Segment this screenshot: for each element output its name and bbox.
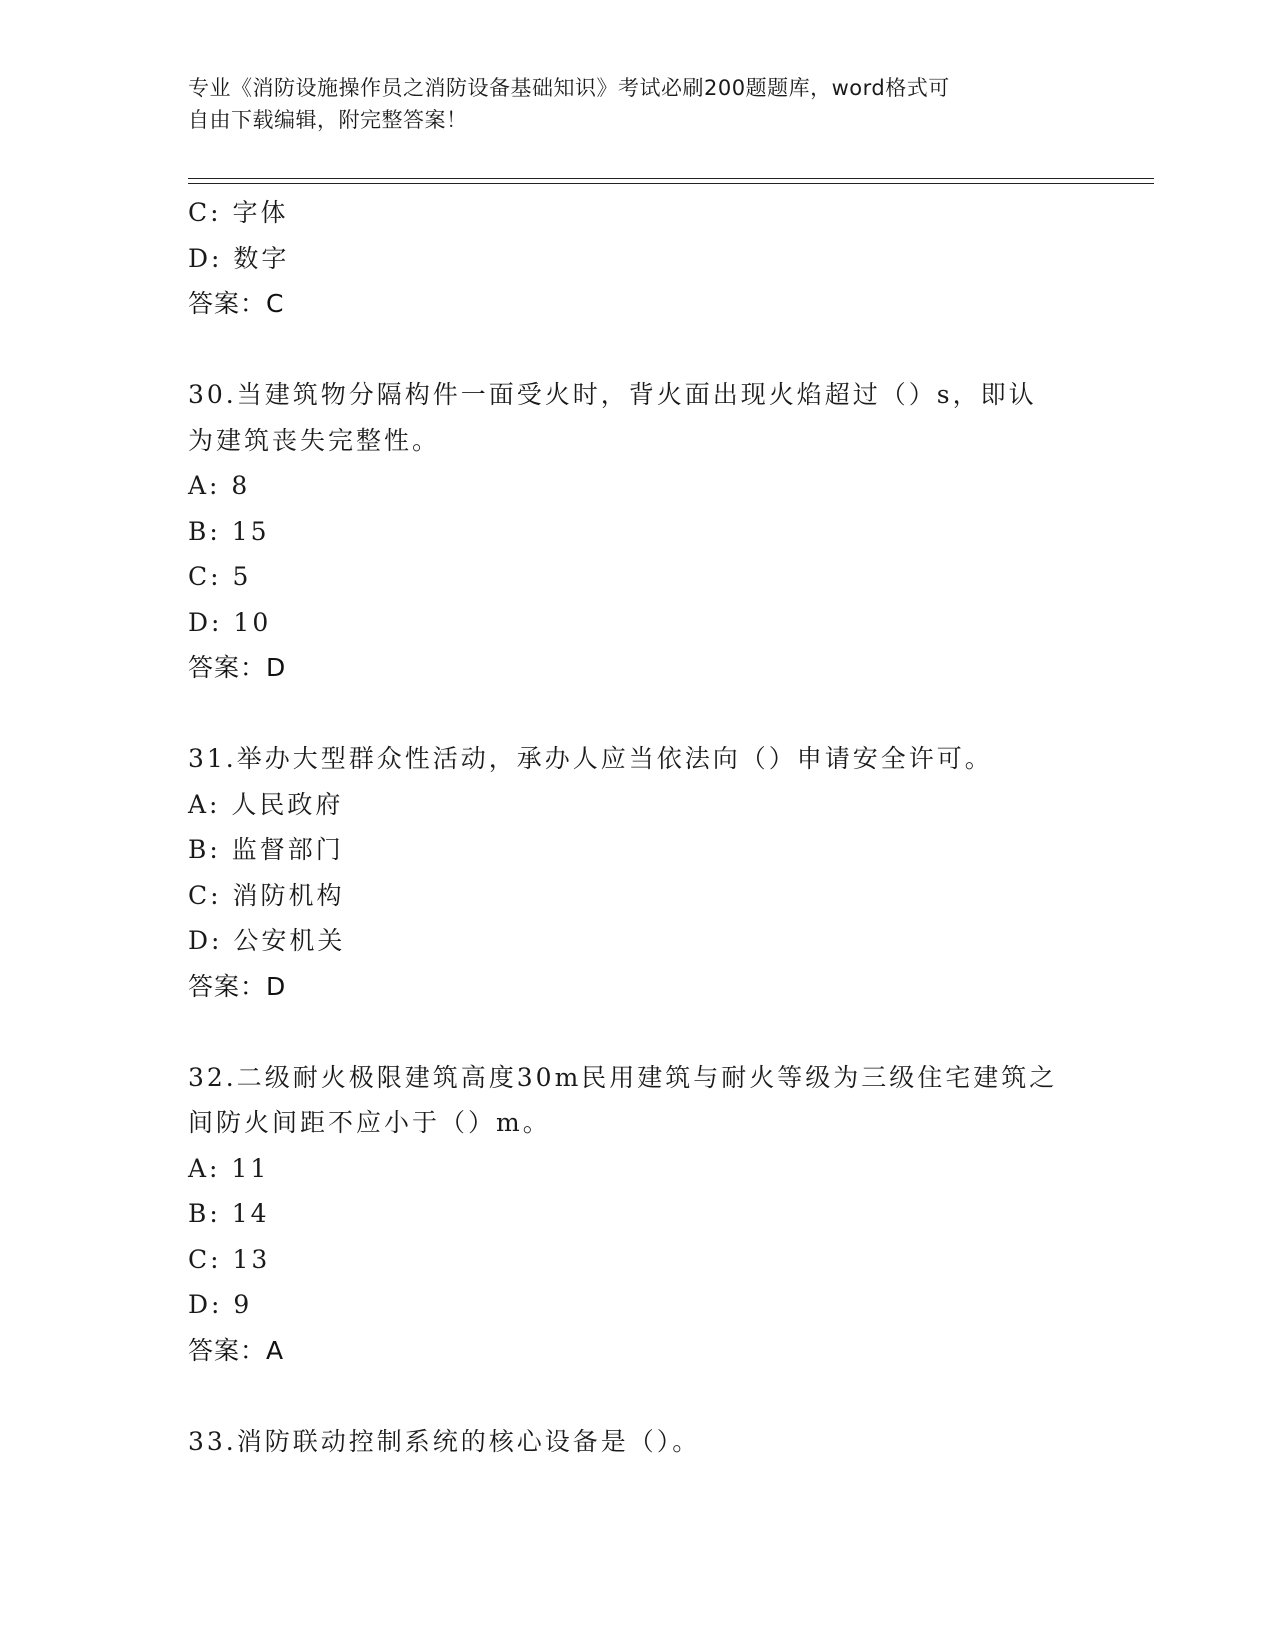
- answer-label: 答案：D: [188, 971, 287, 1001]
- header-title-line-1: 专业《消防设施操作员之消防设备基础知识》考试必刷200题题库，word格式可: [188, 76, 950, 100]
- question-list: [188, 190, 1088, 1464]
- answer-label: 答案：D: [188, 653, 287, 682]
- document-header: [188, 72, 1068, 136]
- header-divider-bottom: [188, 183, 1154, 184]
- option-c: C: 消防机构: [188, 880, 345, 910]
- answer-label: 答案：C: [188, 289, 285, 318]
- spacer: [188, 327, 1088, 373]
- answer-label: 答案：A: [188, 1335, 285, 1365]
- question-stem: 30.当建筑物分隔构件一面受火时，背火面出现火焰超过（）s，即认: [188, 380, 1037, 409]
- option-c: C: 13: [188, 1244, 271, 1274]
- question-stem: 32.二级耐火极限建筑高度30m民用建筑与耐火等级为三级住宅建筑之: [188, 1062, 1058, 1092]
- header-title-line-2: 自由下载编辑，附完整答案！: [188, 108, 468, 132]
- spacer: [188, 1373, 1088, 1419]
- question-32: [188, 1055, 1088, 1374]
- question-33: [188, 1419, 1088, 1465]
- option-b: B: 监督部门: [188, 835, 344, 864]
- option-b: B: 14: [188, 1199, 270, 1228]
- header-divider-top: [188, 178, 1154, 179]
- question-29-tail: [188, 190, 1088, 327]
- question-30: [188, 372, 1088, 691]
- option-a: A: 11: [188, 1153, 270, 1183]
- option-b: B: 15: [188, 516, 270, 546]
- option-d: D: 9: [188, 1290, 253, 1319]
- spacer: [188, 691, 1088, 737]
- question-stem: 为建筑丧失完整性。: [188, 425, 441, 455]
- question-stem: 间防火间距不应小于（）m。: [188, 1108, 551, 1137]
- spacer: [188, 1009, 1088, 1055]
- option-d: D: 10: [188, 607, 272, 637]
- option-c: C: 字体: [188, 198, 289, 227]
- option-a: A: 人民政府: [188, 789, 344, 819]
- question-31: [188, 736, 1088, 1009]
- question-stem: 31.举办大型群众性活动，承办人应当依法向（）申请安全许可。: [188, 744, 993, 773]
- option-a: A: 8: [188, 471, 251, 500]
- option-d: D: 公安机关: [188, 926, 346, 955]
- option-d: D: 数字: [188, 243, 290, 273]
- question-stem: 33.消防联动控制系统的核心设备是（）。: [188, 1426, 701, 1456]
- option-c: C: 5: [188, 562, 252, 591]
